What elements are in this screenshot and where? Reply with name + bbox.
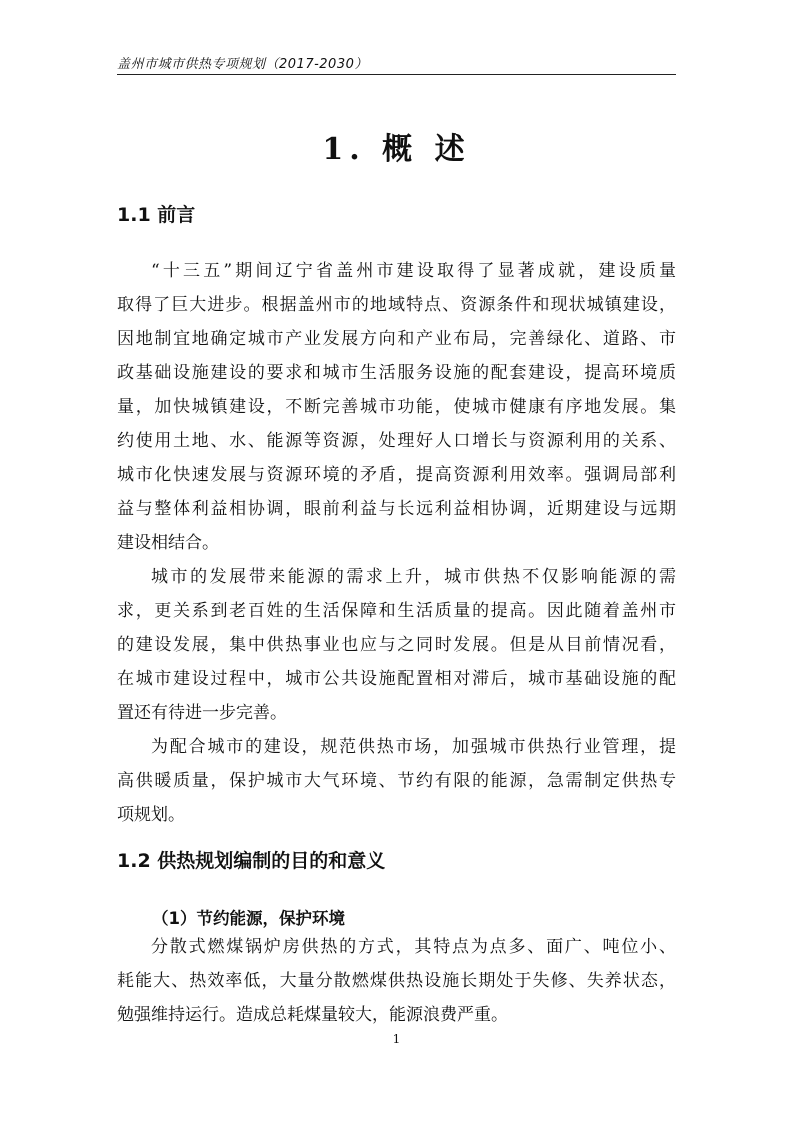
paragraph-line: 高供暖质量，保护城市大气环境、节约有限的能源，急需制定供热专 [117,771,676,791]
paragraph-line: 城市化快速发展与资源环境的矛盾，提高资源利用效率。强调局部利 [117,465,676,485]
paragraph-line: 分散式燃煤锅炉房供热的方式，其特点为点多、面广、吨位小、 [151,937,676,957]
paragraph-2 [117,560,676,730]
paragraph-line: 建设相结合。 [117,533,219,553]
paragraph-line: 政基础设施建设的要求和城市生活服务设施的配套建设，提高环境质 [117,363,676,383]
page-header [117,52,676,75]
paragraph-line: 城市的发展带来能源的需求上升，城市供热不仅影响能源的需 [151,567,676,587]
page-number: 1 [392,1032,401,1046]
paragraph-line: 取得了巨大进步。根据盖州市的地域特点、资源条件和现状城镇建设， [117,295,676,315]
paragraph-line: 因地制宜地确定城市产业发展方向和产业布局，完善绿化、道路、市 [117,329,676,349]
paragraph-line: 项规划。 [117,805,185,825]
paragraph-line: 求，更关系到老百姓的生活保障和生活质量的提高。因此随着盖州市 [117,601,676,621]
paragraph-line: 勉强维持运行。造成总耗煤量较大，能源浪费严重。 [117,1005,508,1025]
paragraph-line: 置还有待进一步完善。 [117,703,287,723]
paragraph-line: 益与整体利益相协调，眼前利益与长远利益相协调，近期建设与远期 [117,499,676,519]
section-title-1-1: 1.1 前言 [117,204,196,226]
paragraph-line: “十三五”期间辽宁省盖州市建设取得了显著成就，建设质量 [151,261,676,281]
paragraph-line: 的建设发展，集中供热事业也应与之同时发展。但是从目前情况看， [117,635,676,655]
paragraph-line: 为配合城市的建设，规范供热市场，加强城市供热行业管理，提 [151,737,676,757]
subsection-title: （1）节约能源，保护环境 [152,909,345,928]
chapter-title: 1. 概 述 [322,132,471,167]
paragraph-1 [117,254,676,560]
section-title-1-2: 1.2 供热规划编制的目的和意义 [117,850,386,872]
paragraph-3 [117,730,676,832]
paragraph-line: 量，加快城镇建设，不断完善城市功能，使城市健康有序地发展。集 [117,397,676,417]
header-title: 盖州市城市供热专项规划（2017-2030） [117,57,368,72]
paragraph-line: 在城市建设过程中，城市公共设施配置相对滞后，城市基础设施的配 [117,669,676,689]
paragraph-line: 约使用土地、水、能源等资源，处理好人口增长与资源利用的关系、 [117,431,676,451]
paragraph-4 [117,930,676,1032]
paragraph-line: 耗能大、热效率低，大量分散燃煤供热设施长期处于失修、失养状态， [117,971,676,991]
